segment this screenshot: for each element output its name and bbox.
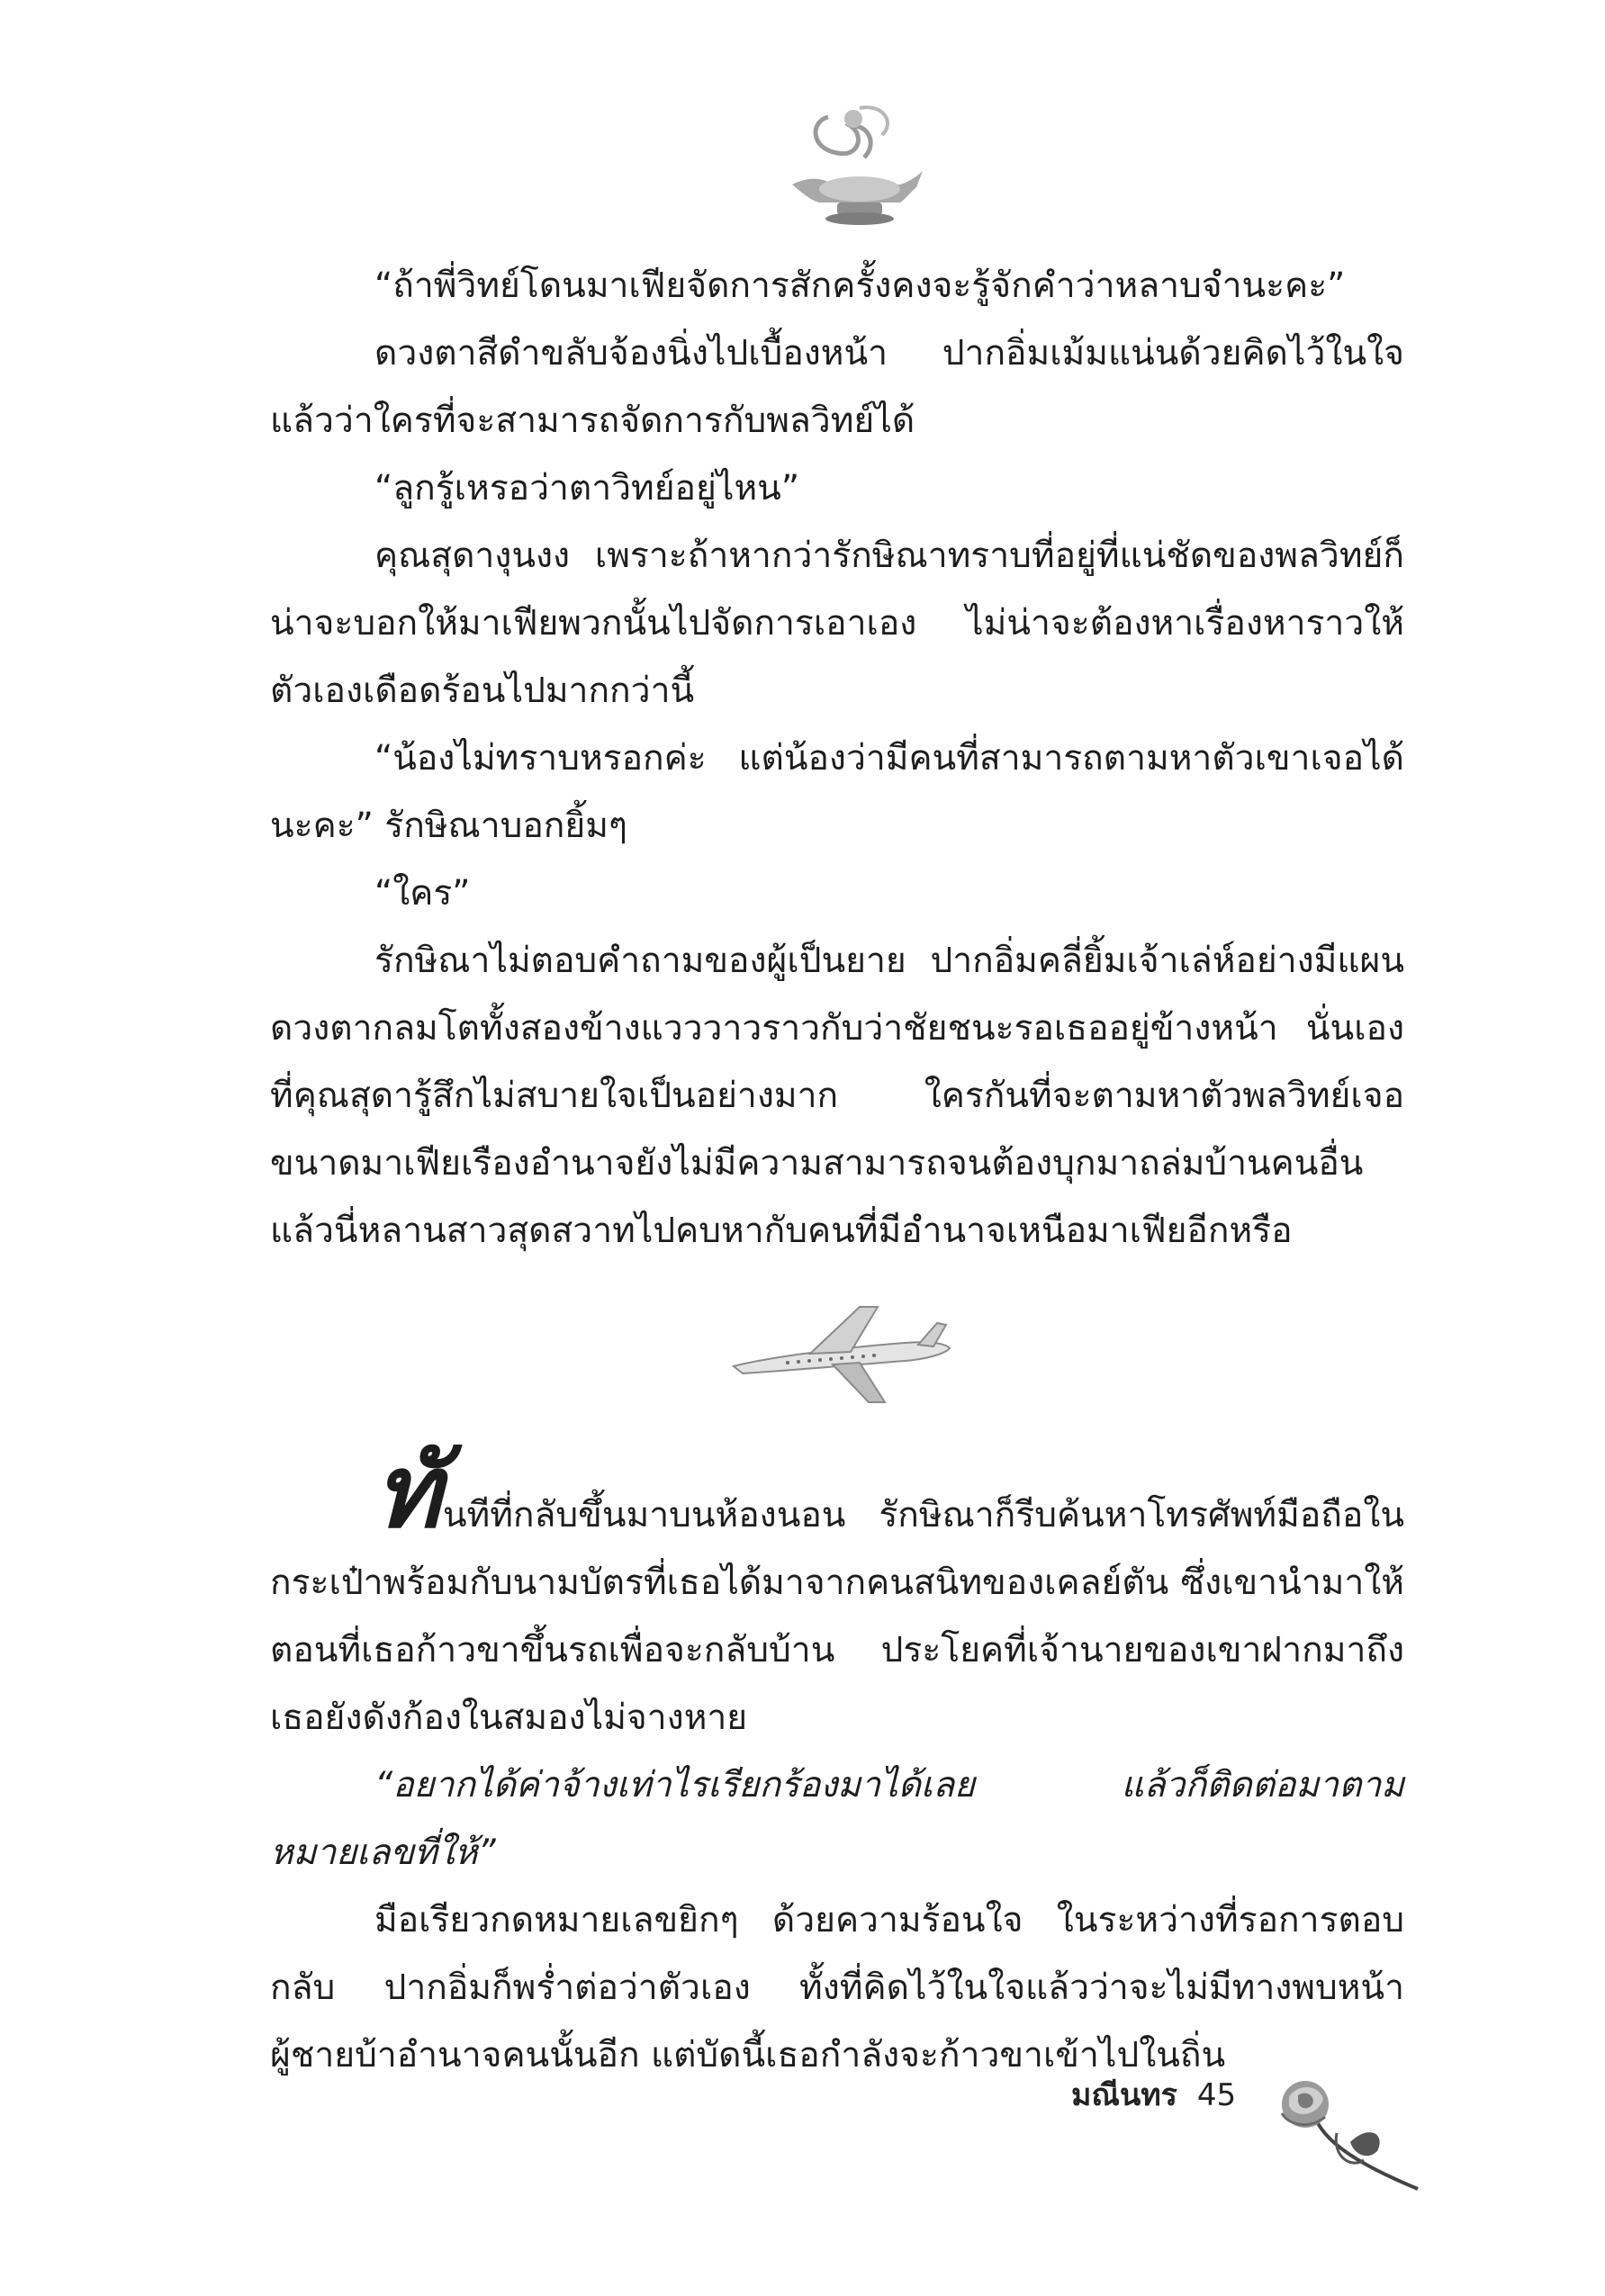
page-footer (1071, 2077, 1236, 2113)
rose-icon (1269, 2070, 1427, 2196)
body-text (270, 252, 1404, 2089)
paragraph: รักษิณาไม่ตอบคำถามของผู้เป็นยาย ปากอิ่มคลี่ยิ้มเจ้าเล่ห์อย่างมีแผนดวงตากลมโตทั้งสองข้างแวววาวราวกับว่าชัยชนะรอเธออยู่ข้างหน้า นั่นเองที่คุณสุดารู้สึกไม่สบายใจเป็นอย่างมาก ใครกันที่จะตามหาตัวพลวิทย์เจอขนาดมาเฟียเรืองอำนาจยังไม่มีความสามารถจนต้องบุกมาถล่มบ้านคนอื่นแล้วนี่หลานสาวสุดสวาทไปคบหากับคนที่มีอำนาจเหนือมาเฟียอีกหรือ (270, 941, 1404, 1251)
paragraph: “ลูกรู้เหรอว่าตาวิทย์อยู่ไหน” (374, 468, 800, 509)
author-name: มณีนทร (1071, 2077, 1177, 2113)
paragraph: ดวงตาสีดำขลับจ้องนิ่งไปเบื้องหน้า ปากอิ่มเม้มแน่นด้วยคิดไว้ในใจแล้วว่าใครที่จะสามารถจัดการกับพลวิทย์ได้ (270, 333, 1404, 441)
paragraph: “น้องไม่ทราบหรอกค่ะ แต่น้องว่ามีคนที่สามารถตามหาตัวเขาเจอได้นะคะ” รักษิณาบอกยิ้มๆ (270, 738, 1404, 846)
paragraph-text: นทีที่กลับขึ้นมาบนห้องนอน รักษิณาก็รีบค้นหาโทรศัพท์มือถือในกระเป๋าพร้อมกับนามบัตรที่เธอได้มาจากคนสนิทของเคลย์ตัน ซึ่งเขานำมาให้ตอนที่เธอก้าวขาขึ้นรถเพื่อจะกลับบ้าน ประโยคที่เจ้านายของเขาฝากมาถึงเธอยังดังก้องในสมองไม่จางหาย (270, 1495, 1404, 1738)
quote-paragraph: “อยากได้ค่าจ้างเท่าไรเรียกร้องมาได้เลย แล้วก็ติดต่อมาตามหมายเลขที่ให้” (270, 1765, 1404, 1873)
paragraph: มือเรียวกดหมายเลขยิกๆ ด้วยความร้อนใจ ในระหว่างที่รอการตอบกลับ ปากอิ่มก็พร่ำต่อว่าตัวเอง ทั้งที่คิดไว้ในใจแล้วว่าจะไม่มีทางพบหน้าผู้ชายบ้าอำนาจคนนั้นอีก แต่บัดนี้เธอกำลังจะก้าวขาเข้าไปในถิ่น (270, 1900, 1404, 2075)
drop-cap: ทั (374, 1433, 441, 1551)
paragraph: คุณสุดางุนงง เพราะถ้าหากว่ารักษิณาทราบที่อยู่ที่แน่ชัดของพลวิทย์ก็น่าจะบอกให้มาเฟียพวกนั้นไปจัดการเอาเอง ไม่น่าจะต้องหาเรื่องหาราวให้ตัวเองเดือดร้อนไปมากกว่านี้ (270, 536, 1404, 711)
paragraph: “ใคร” (374, 873, 471, 914)
genie-lamp-icon (774, 99, 927, 234)
paragraph-with-dropcap (270, 1433, 1404, 1751)
paragraph: “ถ้าพี่วิทย์โดนมาเฟียจัดการสักครั้งคงจะรู้จักคำว่าหลาบจำนะคะ” (374, 266, 1346, 306)
airplane-icon (725, 1296, 959, 1413)
page-number: 45 (1196, 2077, 1237, 2113)
